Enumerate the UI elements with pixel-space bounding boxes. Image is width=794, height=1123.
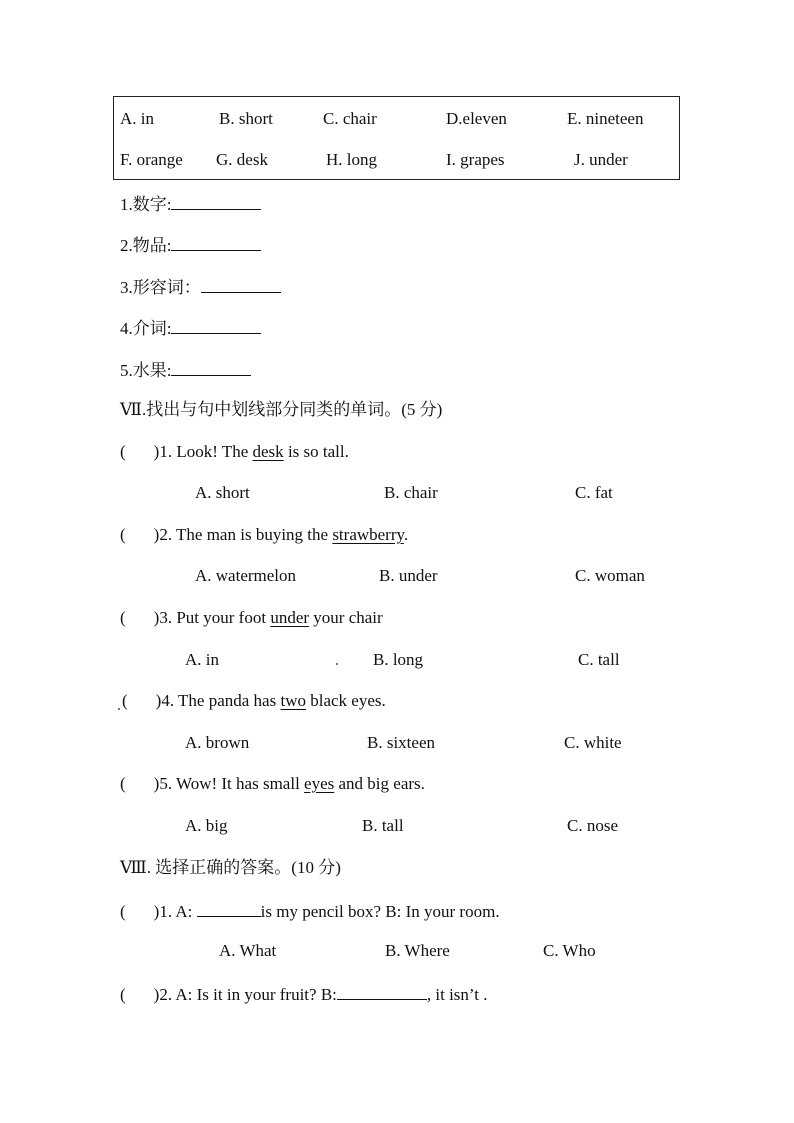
answer-paren[interactable]: (	[120, 525, 126, 544]
answer-blank[interactable]	[171, 359, 251, 376]
question-text: your chair	[309, 608, 383, 627]
option-b[interactable]: B. Where	[385, 941, 450, 960]
option-a[interactable]: A. big	[185, 816, 228, 835]
option-a[interactable]: A. brown	[185, 733, 250, 752]
question-text: .	[403, 525, 409, 544]
category-label: 5.水果:	[120, 361, 172, 380]
word-bank-item: G. desk	[216, 150, 268, 169]
word-bank-item: C. chair	[323, 109, 377, 128]
question-text: is so tall.	[283, 442, 349, 461]
option-c[interactable]: C. Who	[543, 941, 596, 960]
question-text: and big ears.	[334, 774, 425, 793]
question-text: has small	[231, 774, 305, 793]
stray-mark	[336, 663, 338, 665]
option-c[interactable]: C. woman	[575, 566, 645, 585]
underlined-word: under	[270, 608, 310, 627]
category-prepositions	[120, 317, 261, 339]
question-text: )2. The man is buying the	[153, 525, 333, 544]
answer-paren[interactable]: (	[122, 691, 128, 710]
question-text: )5. Wow! It	[153, 774, 232, 793]
question-text: , it isn’t .	[426, 985, 488, 1004]
answer-blank[interactable]	[201, 276, 281, 293]
question-row	[122, 691, 386, 711]
stray-mark	[118, 708, 120, 710]
section-8-title: Ⅷ. 选择正确的答案。(10 分)	[120, 858, 341, 877]
question-text: )3. Put your foot	[153, 608, 271, 627]
word-bank-item: F. orange	[120, 150, 183, 169]
option-b[interactable]: B. sixteen	[367, 733, 435, 752]
category-label: 3.形容词：	[120, 278, 201, 297]
question-text: is my pencil box? B: In your room.	[260, 902, 500, 921]
category-label: 2.物品:	[120, 236, 172, 255]
question-row	[120, 900, 500, 922]
question-row	[120, 525, 408, 545]
question-text: black eyes.	[305, 691, 386, 710]
option-a[interactable]: A. short	[195, 483, 250, 502]
word-bank-item: H. long	[326, 150, 377, 169]
underlined-word: eyes	[304, 774, 335, 793]
question-text: )2. A: Is it in your fruit? B:	[153, 985, 337, 1004]
section-7-title: Ⅶ.找出与句中划线部分同类的单词。(5 分)	[120, 400, 443, 419]
option-b[interactable]: B. under	[379, 566, 438, 585]
option-b[interactable]: B. tall	[362, 816, 404, 835]
answer-blank[interactable]	[171, 234, 261, 251]
word-bank-item: I. grapes	[446, 150, 505, 169]
word-bank-item: A. in	[120, 109, 154, 128]
answer-paren[interactable]: (	[120, 902, 126, 921]
word-bank-item: D.eleven	[446, 109, 507, 128]
category-numbers	[120, 193, 261, 215]
option-c[interactable]: C. fat	[575, 483, 613, 502]
option-b[interactable]: B. chair	[384, 483, 438, 502]
category-fruits	[120, 359, 251, 381]
question-text: )1. Look! The	[153, 442, 253, 461]
question-row	[120, 442, 349, 462]
option-c[interactable]: C. tall	[578, 650, 620, 669]
question-text: )4. The panda has	[155, 691, 281, 710]
option-c[interactable]: C. white	[564, 733, 622, 752]
option-a[interactable]: A. in	[185, 650, 219, 669]
answer-blank[interactable]	[171, 193, 261, 210]
answer-blank[interactable]	[197, 900, 261, 917]
category-label: 4.介词:	[120, 319, 172, 338]
answer-paren[interactable]: (	[120, 774, 126, 793]
answer-blank[interactable]	[337, 983, 427, 1000]
underlined-word: desk	[252, 442, 284, 461]
word-bank-item: J. under	[574, 150, 628, 169]
option-a[interactable]: A. watermelon	[195, 566, 297, 585]
answer-paren[interactable]: (	[120, 608, 126, 627]
question-row	[120, 983, 488, 1005]
option-a[interactable]: A. What	[219, 941, 277, 960]
underlined-word: strawberry	[332, 525, 404, 544]
word-bank-item: E. nineteen	[567, 109, 644, 128]
question-row	[120, 774, 425, 794]
option-c[interactable]: C. nose	[567, 816, 618, 835]
answer-paren[interactable]: (	[120, 442, 126, 461]
word-bank-item: B. short	[219, 109, 273, 128]
category-adjectives	[120, 276, 281, 298]
underlined-word: two	[280, 691, 306, 710]
question-row	[120, 608, 383, 628]
question-text: )1. A:	[153, 902, 197, 921]
answer-paren[interactable]: (	[120, 985, 126, 1004]
option-b[interactable]: B. long	[373, 650, 424, 669]
answer-blank[interactable]	[171, 317, 261, 334]
category-label: 1.数字:	[120, 195, 172, 214]
category-objects	[120, 234, 261, 256]
